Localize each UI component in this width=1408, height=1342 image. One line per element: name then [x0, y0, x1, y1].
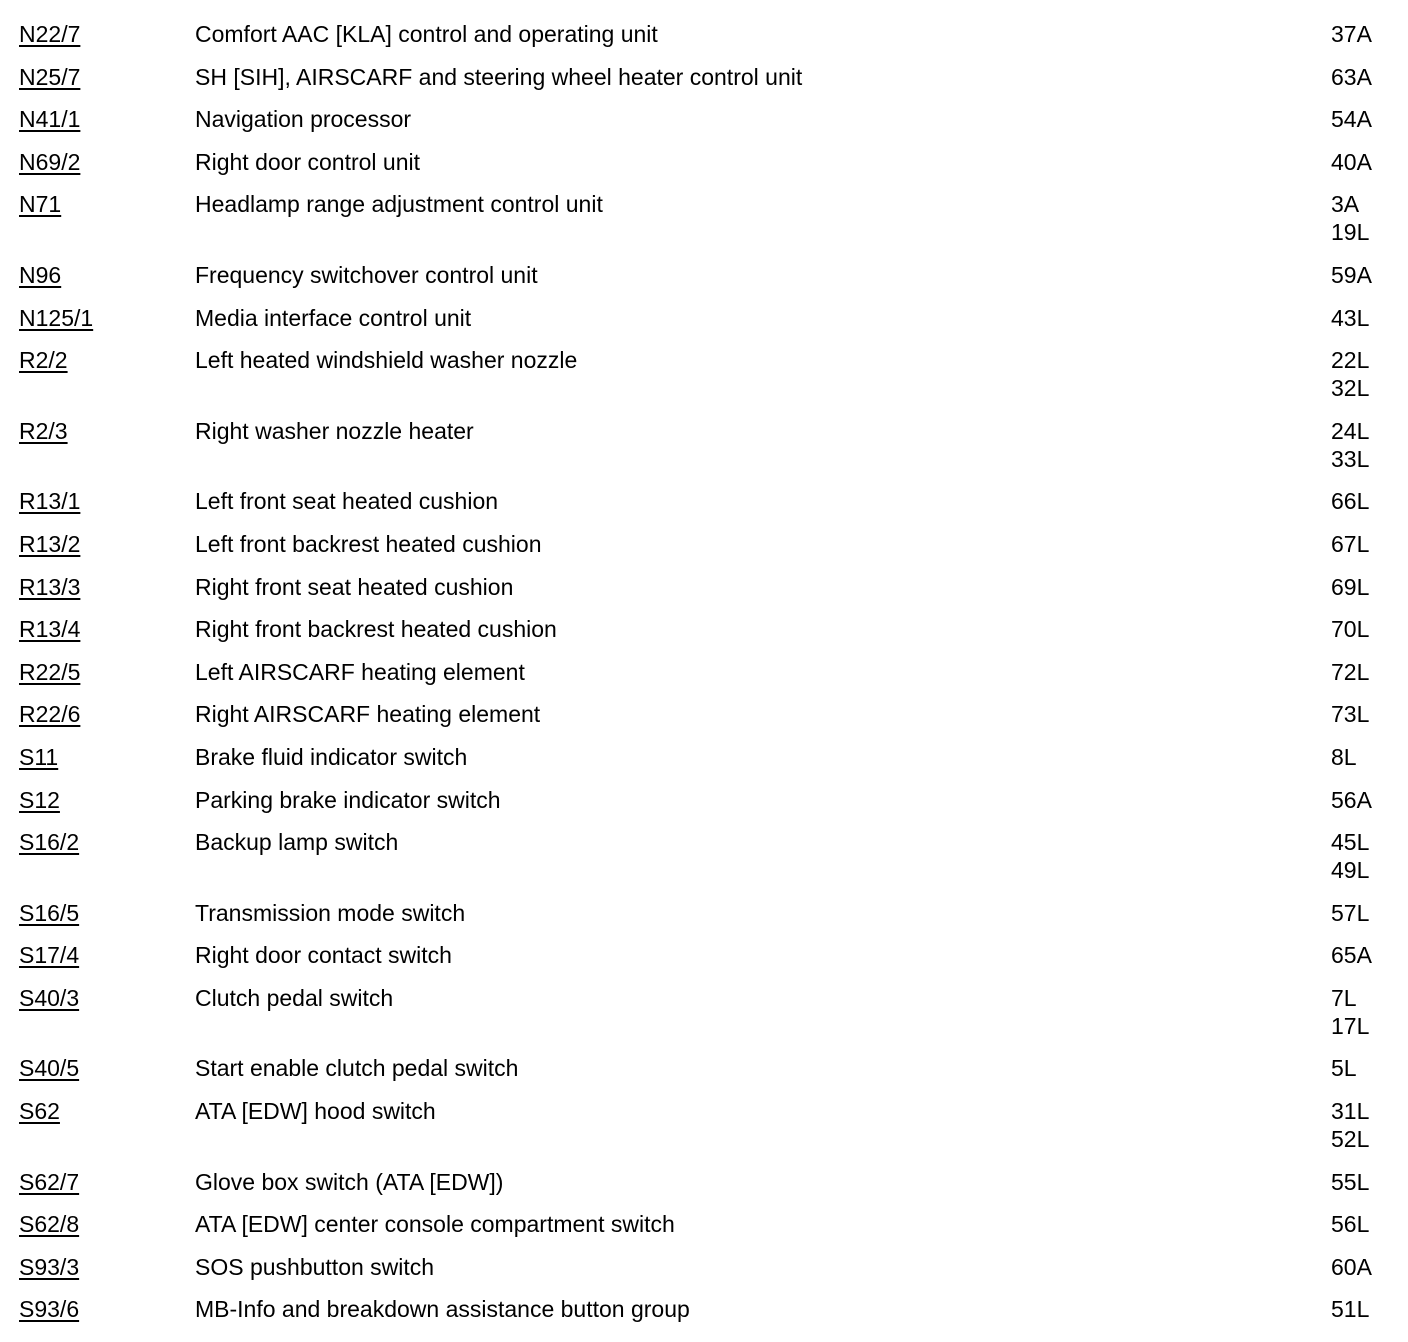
location-cell: [1331, 20, 1372, 48]
location-code: 43L: [1331, 304, 1370, 331]
location-code: 63A: [1331, 63, 1372, 90]
location-cell: [1331, 786, 1372, 814]
component-description: Clutch pedal switch: [195, 984, 394, 1011]
location-code: 3A: [1331, 191, 1360, 218]
component-description: Right AIRSCARF heating element: [195, 701, 541, 728]
component-code-link[interactable]: S17/4: [19, 942, 80, 969]
location-cell: [1331, 190, 1369, 246]
location-cell: [1331, 1097, 1369, 1153]
location-cell: [1331, 615, 1369, 643]
location-code: 54A: [1331, 106, 1372, 133]
component-code-link[interactable]: R13/4: [19, 616, 81, 643]
location-cell: [1331, 573, 1369, 601]
component-description: Right front backrest heated cushion: [195, 616, 557, 643]
component-description: Right washer nozzle heater: [195, 417, 474, 444]
location-code: 59A: [1331, 261, 1372, 288]
location-code: 24L: [1331, 417, 1370, 444]
component-description: Left heated windshield washer nozzle: [195, 347, 578, 374]
location-code: 57L: [1331, 899, 1370, 926]
component-description: ATA [EDW] hood switch: [195, 1098, 436, 1125]
component-code-link[interactable]: S40/5: [19, 1055, 80, 1082]
component-code-link[interactable]: S62/8: [19, 1211, 80, 1238]
table-row: [0, 261, 1408, 304]
location-code: 32L: [1331, 375, 1370, 402]
component-description: Frequency switchover control unit: [195, 261, 538, 288]
component-code-link[interactable]: N41/1: [19, 106, 81, 133]
component-description: Left AIRSCARF heating element: [195, 658, 525, 685]
location-code: 49L: [1331, 857, 1370, 884]
component-description: Right door contact switch: [195, 942, 452, 969]
location-code: 22L: [1331, 347, 1370, 374]
location-cell: [1331, 658, 1369, 686]
component-description: Right door control unit: [195, 148, 421, 175]
table-row: [0, 1253, 1408, 1296]
location-code: 17L: [1331, 1012, 1370, 1039]
table-row: [0, 105, 1408, 148]
table-row: [0, 1054, 1408, 1097]
location-code: 67L: [1331, 530, 1370, 557]
component-description: Start enable clutch pedal switch: [195, 1055, 519, 1082]
location-cell: [1331, 941, 1372, 969]
location-code: 73L: [1331, 701, 1370, 728]
component-code-link[interactable]: N25/7: [19, 63, 81, 90]
table-row: [0, 190, 1408, 261]
table-row: [0, 828, 1408, 899]
location-code: 37A: [1331, 21, 1372, 47]
location-code: 8L: [1331, 743, 1357, 770]
location-code: 66L: [1331, 488, 1370, 515]
component-code-link[interactable]: S93/6: [19, 1296, 80, 1323]
location-cell: [1331, 417, 1369, 473]
table-row: [0, 573, 1408, 616]
table-row: [0, 1168, 1408, 1211]
component-description: Navigation processor: [195, 106, 412, 133]
location-code: 72L: [1331, 658, 1370, 685]
location-cell: [1331, 743, 1357, 771]
component-code-link[interactable]: N22/7: [19, 21, 81, 47]
component-code-link[interactable]: S16/5: [19, 899, 80, 926]
component-description: SH [SIH], AIRSCARF and steering wheel heater control unit: [195, 63, 803, 90]
location-code: 33L: [1331, 445, 1370, 472]
location-cell: [1331, 1210, 1369, 1238]
table-row: [0, 20, 1408, 63]
location-cell: [1331, 1054, 1357, 1082]
component-description: Left front seat heated cushion: [195, 488, 499, 515]
table-row: [0, 63, 1408, 106]
location-cell: [1331, 828, 1369, 884]
location-code: 5L: [1331, 1055, 1357, 1082]
location-code: 70L: [1331, 616, 1370, 643]
component-code-link[interactable]: S93/3: [19, 1253, 80, 1280]
component-code-link[interactable]: R13/2: [19, 530, 81, 557]
table-row: [0, 530, 1408, 573]
location-cell: [1331, 984, 1369, 1040]
component-code-link[interactable]: R2/2: [19, 347, 68, 374]
location-code: 31L: [1331, 1098, 1370, 1125]
component-description: SOS pushbutton switch: [195, 1253, 435, 1280]
component-code-link[interactable]: R2/3: [19, 417, 68, 444]
component-code-link[interactable]: S12: [19, 786, 60, 813]
component-description: Brake fluid indicator switch: [195, 743, 468, 770]
table-row: [0, 615, 1408, 658]
location-code: 56A: [1331, 786, 1372, 813]
location-cell: [1331, 530, 1369, 558]
component-description: Backup lamp switch: [195, 829, 399, 856]
table-row: [0, 304, 1408, 347]
component-description: Comfort AAC [KLA] control and operating unit: [195, 21, 658, 47]
component-description: Headlamp range adjustment control unit: [195, 191, 603, 218]
table-row: [0, 984, 1408, 1055]
location-code: 55L: [1331, 1168, 1370, 1195]
table-row: [0, 786, 1408, 829]
component-description: Right front seat heated cushion: [195, 573, 514, 600]
location-code: 69L: [1331, 573, 1370, 600]
location-cell: [1331, 63, 1372, 91]
component-code-link[interactable]: R13/3: [19, 573, 81, 600]
component-code-link[interactable]: S11: [19, 743, 59, 770]
location-cell: [1331, 304, 1369, 332]
table-row: [0, 743, 1408, 786]
component-code-link[interactable]: N69/2: [19, 148, 81, 175]
component-description: Left front backrest heated cushion: [195, 530, 542, 557]
component-description: Media interface control unit: [195, 304, 472, 331]
table-row: [0, 417, 1408, 488]
component-code-link[interactable]: R22/5: [19, 658, 81, 685]
location-cell: [1331, 487, 1369, 515]
location-code: 19L: [1331, 219, 1370, 246]
table-row: [0, 941, 1408, 984]
location-code: 65A: [1331, 942, 1372, 969]
location-code: 7L: [1331, 984, 1357, 1011]
component-code-link[interactable]: S62/7: [19, 1168, 80, 1195]
component-code-link[interactable]: N96: [19, 261, 62, 288]
component-description: Transmission mode switch: [195, 899, 466, 926]
component-code-link[interactable]: R22/6: [19, 701, 81, 728]
table-row: [0, 899, 1408, 942]
location-cell: [1331, 1168, 1369, 1196]
component-code-link[interactable]: S40/3: [19, 984, 80, 1011]
location-cell: [1331, 261, 1372, 289]
location-cell: [1331, 700, 1369, 728]
location-cell: [1331, 105, 1372, 133]
table-row: [0, 148, 1408, 191]
table-row: [0, 658, 1408, 701]
component-description: Glove box switch (ATA [EDW]): [195, 1168, 504, 1195]
location-cell: [1331, 899, 1369, 927]
location-code: 40A: [1331, 148, 1372, 175]
location-cell: [1331, 148, 1372, 176]
location-code: 52L: [1331, 1126, 1370, 1153]
table-row: [0, 1295, 1408, 1338]
location-cell: [1331, 1295, 1369, 1323]
component-description: Parking brake indicator switch: [195, 786, 501, 813]
component-code-link[interactable]: N71: [19, 191, 62, 218]
table-row: [0, 487, 1408, 530]
component-code-link[interactable]: S62: [19, 1098, 60, 1125]
location-code: 56L: [1331, 1211, 1370, 1238]
component-code-link[interactable]: R13/1: [19, 488, 81, 515]
component-code-link[interactable]: S16/2: [19, 829, 80, 856]
component-code-link[interactable]: N125/1: [19, 304, 94, 331]
location-cell: [1331, 346, 1369, 402]
component-description: ATA [EDW] center console compartment switch: [195, 1211, 675, 1238]
table-row: [0, 346, 1408, 417]
table-row: [0, 1097, 1408, 1168]
location-code: 45L: [1331, 829, 1370, 856]
location-code: 51L: [1331, 1296, 1370, 1323]
table-row: [0, 1210, 1408, 1253]
component-description: MB-Info and breakdown assistance button group: [195, 1296, 690, 1323]
table-row: [0, 700, 1408, 743]
location-cell: [1331, 1253, 1372, 1281]
location-code: 60A: [1331, 1253, 1372, 1280]
